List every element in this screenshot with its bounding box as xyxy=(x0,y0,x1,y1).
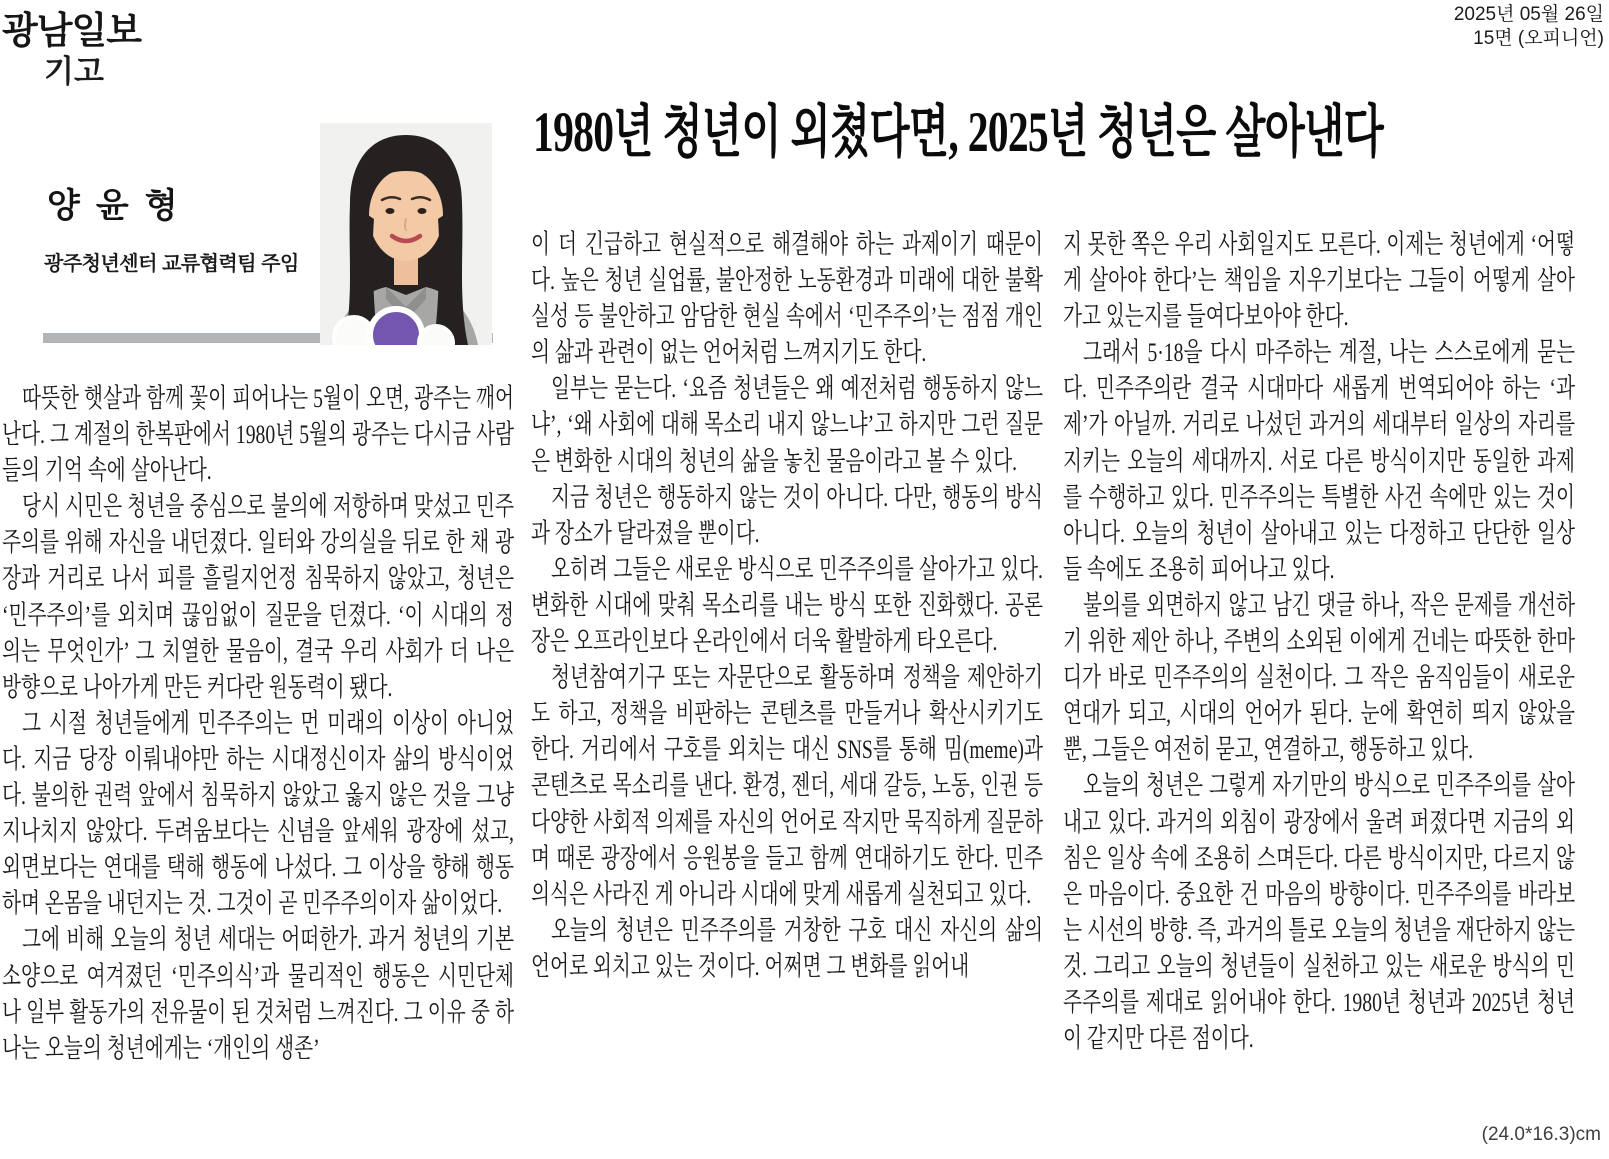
paragraph: 당시 시민은 청년을 중심으로 불의에 저항하며 맞섰고 민주주의를 위해 자신을 내던졌다. 일터와 강의실을 뒤로 한 채 광장과 거리로 나서 피를 흘릴지언정 침묵하지 않았고, 청년은 ‘민주주의’를 외치며 끊임없이 질문을 던졌다. ‘이 시대의 정의는 무엇인가’ 그 치열한 물음이, 결국 우리 사회가 더 나은 방향으로 나아가게 만든 커다란 원동력이 됐다. xyxy=(2,491,514,702)
headline-text: 1980년 청년이 외쳤다면, 2025년 청년은 살아낸다 xyxy=(533,101,1384,164)
paragraph: 지금 청년은 행동하지 않는 것이 아니다. 다만, 행동의 방식과 장소가 달라졌을 뿐이다. xyxy=(531,481,1043,548)
paragraph: 오늘의 청년은 민주주의를 거창한 구호 대신 자신의 삶의 언어로 외치고 있는 것이다. 어쩌면 그 변화를 읽어내 xyxy=(531,914,1043,981)
article-column-2 xyxy=(531,226,1043,984)
paragraph-continuation: 지 못한 쪽은 우리 사회일지도 모른다. 이제는 청년에게 ‘어떻게 살아야 한다’는 책임을 지우기보다는 그들이 어떻게 살아가고 있는지를 들여다보아야 한다. xyxy=(1063,229,1575,332)
author-title: 광주청년센터 교류협력팀 주임 xyxy=(44,253,299,275)
paper-name: 광남일보 xyxy=(2,10,141,51)
section-label: 기고 xyxy=(44,54,104,89)
paragraph: 그 시절 청년들에게 민주주의는 먼 미래의 이상이 아니었다. 지금 당장 이뤄내야만 하는 시대정신이자 삶의 방식이었다. 불의한 권력 앞에서 침묵하지 않았고 옳지 않은 것을 그냥 지나치지 않았다. 두려움보다는 신념을 앞세워 광장에 섰고, 외면보다는 연대를 택해 행동에 나섰다. 그 이상을 향해 행동하며 온몸을 내던지는 것. 그것이 곧 민주주의이자 삶이었다. xyxy=(2,707,514,919)
paragraph-continuation: 이 더 긴급하고 현실적으로 해결해야 하는 과제이기 때문이다. 높은 청년 실업률, 불안정한 노동환경과 미래에 대한 불확실성 등 불안하고 암담한 현실 속에서 ‘민주주의’는 점점 개인의 삶과 관련이 없는 언어처럼 느껴지기도 한다. xyxy=(531,229,1043,368)
article-column-3 xyxy=(1063,226,1575,1056)
author-name: 양윤형 xyxy=(47,188,194,225)
paragraph: 청년참여기구 또는 자문단으로 활동하며 정책을 제안하기도 하고, 정책을 비판하는 콘텐츠를 만들거나 확산시키기도 한다. 거리에서 구호를 외치는 대신 SNS를 통해 밈(meme)과 콘텐츠로 목소리를 낸다. 환경, 젠더, 세대 갈등, 노동, 인권 등 다양한 사회적 의제를 자신의 언어로 작지만 묵직하게 질문하며 때론 광장에서 응원봉을 들고 함께 연대하기도 한다. 민주의식은 사라진 게 아니라 시대에 맞게 새롭게 실천되고 있다. xyxy=(531,662,1043,909)
paragraph: 그래서 5·18을 다시 마주하는 계절, 나는 스스로에게 묻는다. 민주주의란 결국 시대마다 새롭게 번역되어야 하는 ‘과제’가 아닐까. 거리로 나섰던 과거의 세대부터 일상의 자리를 지키는 오늘의 세대까지. 서로 다른 방식이지만 동일한 과제를 수행하고 있다. 민주주의는 특별한 사건 속에만 있는 것이 아니다. 오늘의 청년이 살아내고 있는 다정하고 단단한 일상들 속에도 조용히 피어나고 있다. xyxy=(1063,337,1575,584)
headline xyxy=(533,86,1578,166)
dateline xyxy=(1454,3,1604,51)
clipping-size-note: (24.0*16.3)cm xyxy=(1481,1124,1601,1145)
page-info: 15면 (오피니언) xyxy=(1473,28,1604,49)
article-column-3-text xyxy=(1063,226,1575,1056)
article-column-1 xyxy=(2,380,514,1066)
paragraph: 오늘의 청년은 그렇게 자기만의 방식으로 민주주의를 살아내고 있다. 과거의 외침이 광장에서 울려 퍼졌다면 지금의 외침은 일상 속에 조용히 스며든다. 다른 방식이지만, 다르지 않은 마음이다. 중요한 건 마음의 방향이다. 민주주의를 바라보는 시선의 방향. 즉, 과거의 틀로 오늘의 청년을 재단하지 않는 것. 그리고 오늘의 청년들이 실천하고 있는 새로운 방식의 민주주의를 제대로 읽어내야 한다. 1980년 청년과 2025년 청년이 같지만 다른 점이다. xyxy=(1063,770,1575,1054)
paragraph: 불의를 외면하지 않고 남긴 댓글 하나, 작은 문제를 개선하기 위한 제안 하나, 주변의 소외된 이에게 건네는 따뜻한 한마디가 바로 민주주의의 실천이다. 그 작은 움직임들이 새로운 연대가 되고, 시대의 언어가 된다. 눈에 확연히 띄지 않았을 뿐, 그들은 여전히 묻고, 연결하고, 행동하고 있다. xyxy=(1063,589,1575,765)
date-text: 2025년 05월 26일 xyxy=(1453,4,1604,25)
article-column-2-text xyxy=(531,226,1043,984)
paragraph: 그에 비해 오늘의 청년 세대는 어떠한가. 과거 청년의 기본 소양으로 여겨졌던 ‘민주의식’과 물리적인 행동은 시민단체나 일부 활동가의 전유물이 된 것처럼 느껴진다. 그 이유 중 하나는 오늘의 청년에게는 ‘개인의 생존’ xyxy=(2,924,514,1063)
author-photo xyxy=(320,123,492,345)
author-photo-illustration xyxy=(320,123,492,345)
paragraph: 일부는 묻는다. ‘요즘 청년들은 왜 예전처럼 행동하지 않느냐’, ‘왜 사회에 대해 목소리 내지 않느냐’고 하지만 그런 질문은 변화한 시대의 청년의 삶을 놓친 물음이라고 볼 수 있다. xyxy=(531,373,1043,476)
article-column-1-text xyxy=(2,380,514,1066)
paragraph: 오히려 그들은 새로운 방식으로 민주주의를 살아가고 있다. 변화한 시대에 맞춰 목소리를 내는 방식 또한 진화했다. 공론장은 오프라인보다 온라인에서 더욱 활발하게 타오른다. xyxy=(531,553,1043,657)
paragraph: 따뜻한 햇살과 함께 꽃이 피어나는 5월이 오면, 광주는 깨어난다. 그 계절의 한복판에서 1980년 5월의 광주는 다시금 사람들의 기억 속에 살아난다. xyxy=(2,383,514,486)
